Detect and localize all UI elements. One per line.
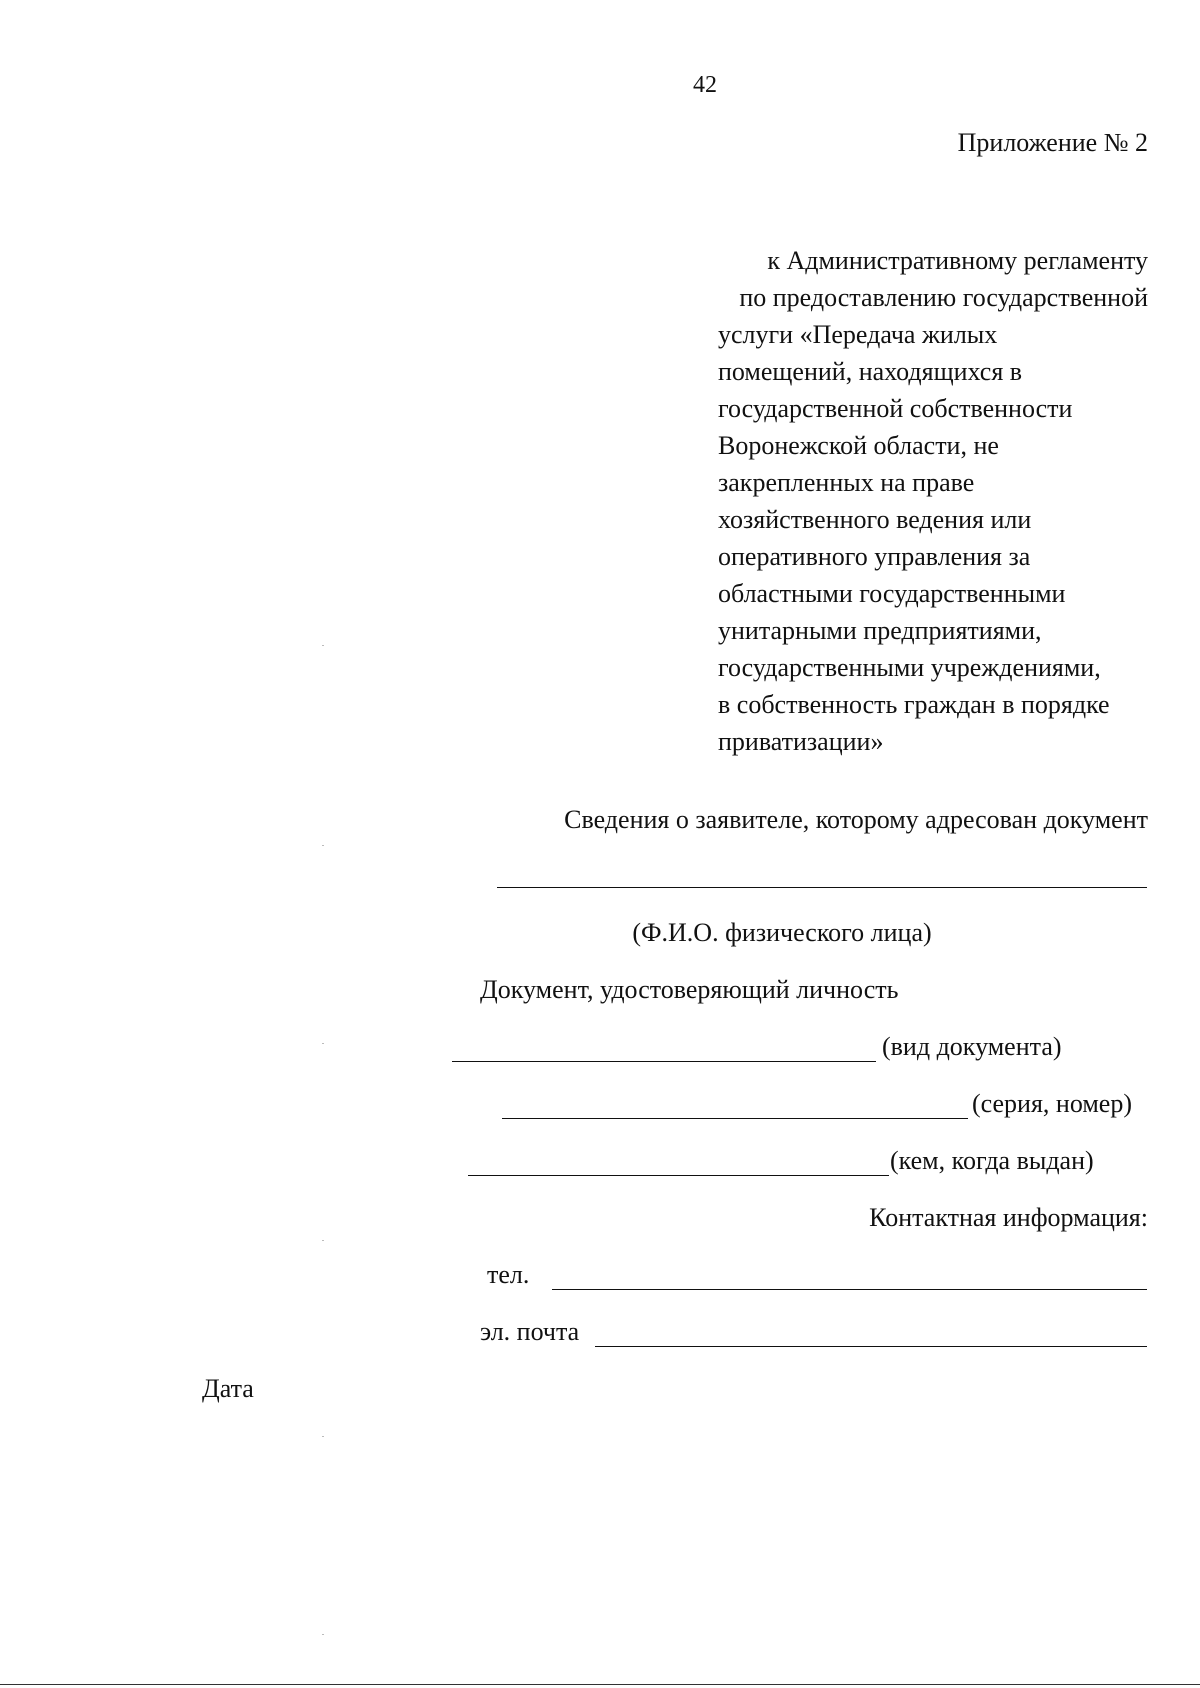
issued-caption: (кем, когда выдан) xyxy=(890,1146,1094,1175)
regulation-line: закрепленных на праве xyxy=(718,468,975,497)
regulation-line: помещений, находящихся в xyxy=(718,357,1023,386)
regulation-line: по предоставлению государственной xyxy=(739,283,1148,312)
regulation-line: областными государственными xyxy=(718,579,1066,608)
regulation-line: приватизации» xyxy=(718,727,884,756)
page-number: 42 xyxy=(693,72,717,98)
applicant-heading: Сведения о заявителе, которому адресован документ xyxy=(564,805,1148,834)
fio-caption: (Ф.И.О. физического лица) xyxy=(632,918,932,947)
series-number-caption: (серия, номер) xyxy=(972,1089,1132,1118)
margin-mark xyxy=(322,845,324,846)
email-label: эл. почта xyxy=(480,1317,580,1346)
email-line[interactable] xyxy=(595,1346,1147,1347)
regulation-line: оперативного управления за xyxy=(718,542,1031,571)
doc-type-line[interactable] xyxy=(452,1061,876,1062)
series-number-line[interactable] xyxy=(502,1118,968,1119)
fio-line[interactable] xyxy=(497,887,1147,888)
regulation-line: государственными учреждениями, xyxy=(718,653,1101,682)
regulation-line: Воронежской области, не xyxy=(718,431,999,460)
regulation-line: в собственность граждан в порядке xyxy=(718,690,1110,719)
page-bottom-rule xyxy=(0,1684,1200,1685)
phone-line[interactable] xyxy=(552,1289,1147,1290)
phone-label: тел. xyxy=(487,1260,530,1289)
regulation-line: хозяйственного ведения или xyxy=(718,505,1032,534)
regulation-line: государственной собственности xyxy=(718,394,1073,423)
issued-line[interactable] xyxy=(468,1175,889,1176)
margin-mark xyxy=(322,1043,324,1044)
contact-label: Контактная информация: xyxy=(869,1203,1148,1232)
regulation-line: к Административному регламенту xyxy=(767,246,1148,275)
appendix-title: Приложение № 2 xyxy=(957,128,1148,157)
regulation-line: унитарными предприятиями, xyxy=(718,616,1042,645)
regulation-line: услуги «Передача жилых xyxy=(718,320,998,349)
margin-mark xyxy=(322,645,324,646)
date-label: Дата xyxy=(202,1374,254,1403)
doc-type-caption: (вид документа) xyxy=(882,1032,1062,1061)
margin-mark xyxy=(322,1634,324,1635)
margin-mark xyxy=(322,1436,324,1437)
margin-mark xyxy=(322,1240,324,1241)
id-document-label: Документ, удостоверяющий личность xyxy=(480,975,899,1004)
